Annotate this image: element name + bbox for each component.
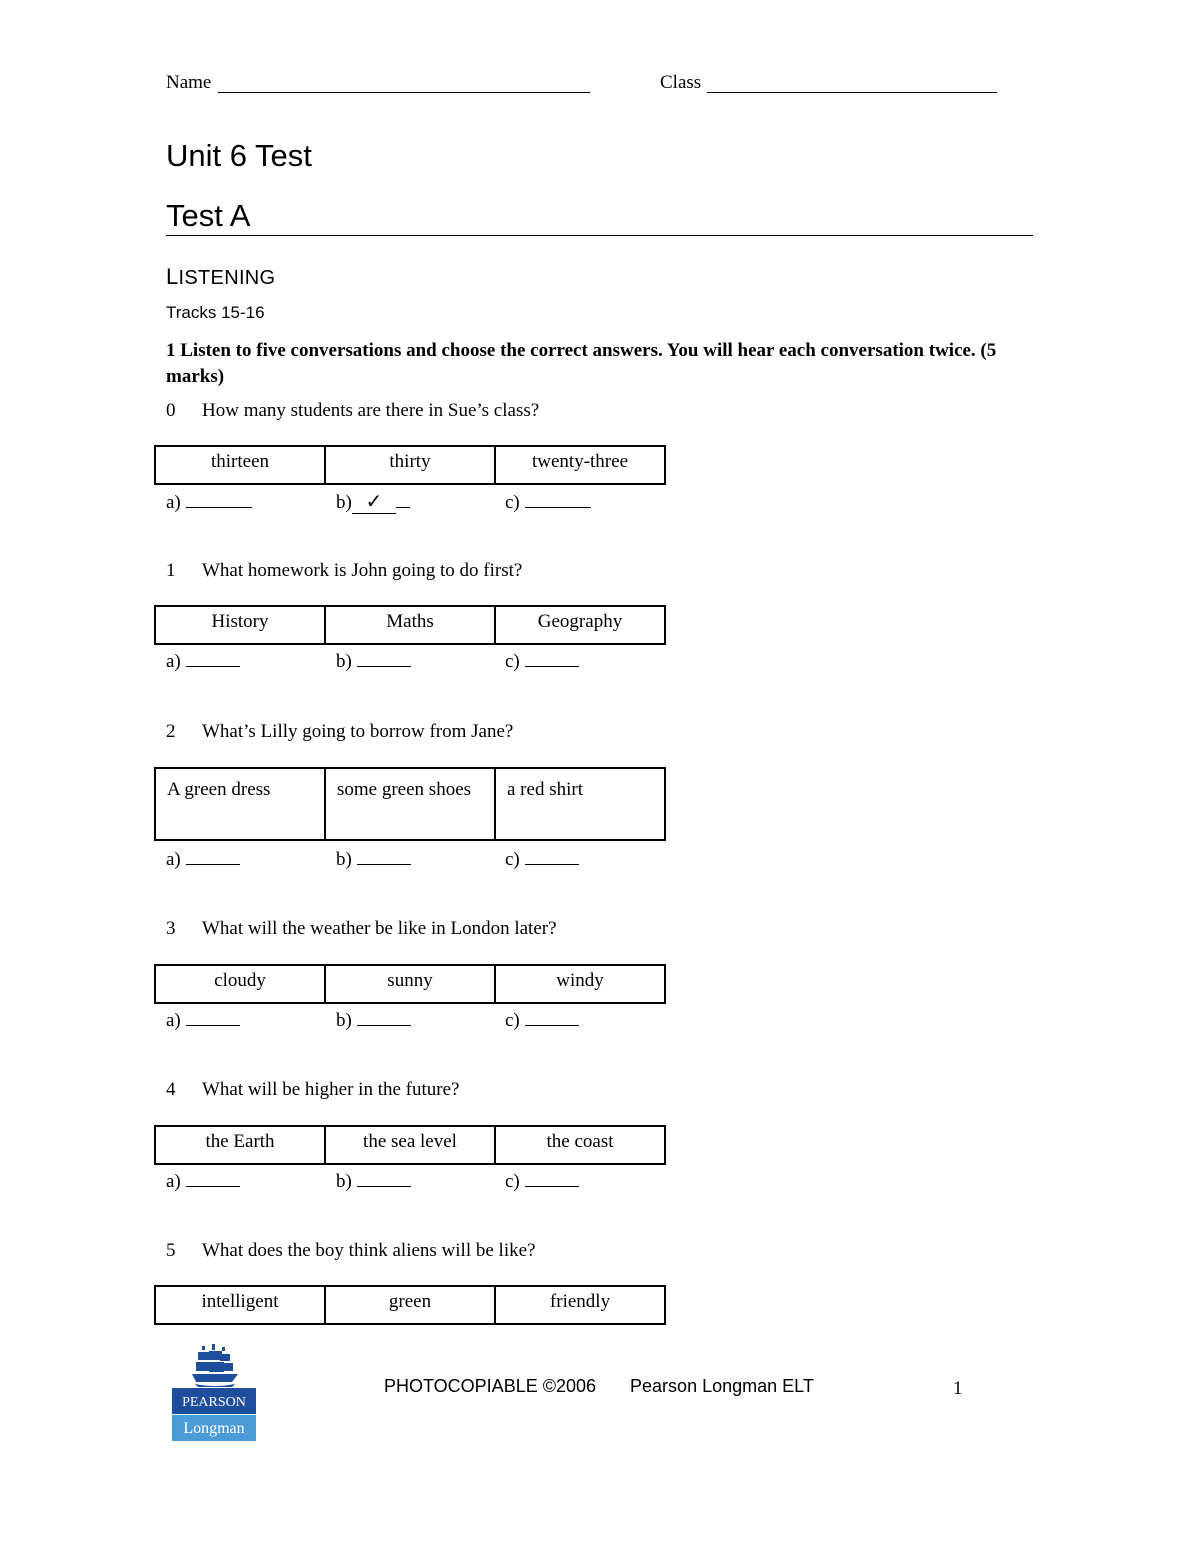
- option-cell: friendly: [495, 1286, 665, 1324]
- option-cell: thirteen: [155, 446, 325, 484]
- answer-blank[interactable]: [525, 648, 579, 667]
- publisher-text: Pearson Longman ELT: [630, 1376, 814, 1396]
- pearson-longman-logo: [172, 1344, 256, 1441]
- question-0: [166, 400, 539, 422]
- question-text: What does the boy think aliens will be like?: [202, 1240, 536, 1261]
- question-number: 0: [166, 400, 176, 421]
- question-text: How many students are there in Sue’s class?: [202, 400, 540, 421]
- answer-label: c): [505, 651, 520, 672]
- answer-blank[interactable]: [396, 489, 410, 508]
- question-4: [166, 1079, 459, 1101]
- options-table-4: [154, 1125, 666, 1165]
- answer-label: c): [505, 492, 520, 513]
- option-cell: Geography: [495, 606, 665, 644]
- answer-a[interactable]: [166, 1168, 240, 1193]
- answer-c[interactable]: [505, 489, 591, 514]
- answer-row-4: [166, 1168, 686, 1192]
- option-cell: thirty: [325, 446, 495, 484]
- option-cell: a red shirt: [495, 768, 665, 840]
- question-text: What homework is John going to do first?: [202, 560, 523, 581]
- answer-b[interactable]: [336, 1168, 411, 1193]
- answer-c[interactable]: [505, 1168, 579, 1193]
- answer-label: a): [166, 1171, 181, 1192]
- option-cell: green: [325, 1286, 495, 1324]
- answer-b[interactable]: [336, 489, 410, 514]
- class-label: Class: [660, 72, 702, 93]
- answer-blank[interactable]: [525, 846, 579, 865]
- answer-label: c): [505, 849, 520, 870]
- test-title: Test A: [166, 198, 251, 233]
- answer-blank[interactable]: [357, 1168, 411, 1187]
- answer-row-0: [166, 489, 686, 513]
- option-cell: intelligent: [155, 1286, 325, 1324]
- option-cell: windy: [495, 965, 665, 1003]
- question-text: What will be higher in the future?: [202, 1079, 460, 1100]
- answer-blank[interactable]: [186, 1007, 240, 1026]
- answer-b[interactable]: [336, 648, 411, 673]
- answer-label: b): [336, 1171, 352, 1192]
- answer-label: a): [166, 1010, 181, 1031]
- option-cell: the Earth: [155, 1126, 325, 1164]
- answer-row-3: [166, 1007, 686, 1031]
- answer-label: c): [505, 1171, 520, 1192]
- answer-blank[interactable]: [525, 489, 591, 508]
- answer-blank[interactable]: [357, 846, 411, 865]
- options-table-3: [154, 964, 666, 1004]
- answer-label: b): [336, 492, 352, 513]
- name-field[interactable]: [218, 92, 590, 93]
- answer-blank[interactable]: [525, 1007, 579, 1026]
- question-5: [166, 1240, 535, 1262]
- logo-top-text: PEARSON: [182, 1395, 246, 1410]
- options-table-0: [154, 445, 666, 485]
- option-cell: twenty-three: [495, 446, 665, 484]
- tracks-label: Tracks 15-16: [166, 303, 265, 322]
- question-number: 1: [166, 560, 176, 581]
- option-cell: cloudy: [155, 965, 325, 1003]
- options-table-2: [154, 767, 666, 841]
- option-cell: the sea level: [325, 1126, 495, 1164]
- option-cell: some green shoes: [325, 768, 495, 840]
- answer-row-1: [166, 648, 686, 672]
- footer: [384, 1376, 848, 1397]
- copyright-text: PHOTOCOPIABLE ©2006: [384, 1376, 597, 1396]
- question-3: [166, 918, 557, 940]
- question-number: 4: [166, 1079, 176, 1100]
- question-2: [166, 721, 513, 743]
- answer-label: a): [166, 492, 181, 513]
- answer-blank[interactable]: [186, 1168, 240, 1187]
- option-cell: History: [155, 606, 325, 644]
- answer-a[interactable]: [166, 1007, 240, 1032]
- page-number: 1: [953, 1378, 963, 1399]
- answer-a[interactable]: [166, 489, 252, 514]
- options-table-1: [154, 605, 666, 645]
- question-text: What’s Lilly going to borrow from Jane?: [202, 721, 514, 742]
- option-cell: sunny: [325, 965, 495, 1003]
- answer-b[interactable]: [336, 846, 411, 871]
- question-number: 5: [166, 1240, 176, 1261]
- answer-label: a): [166, 849, 181, 870]
- question-number: 3: [166, 918, 176, 939]
- option-cell: the coast: [495, 1126, 665, 1164]
- question-text: What will the weather be like in London later?: [202, 918, 557, 939]
- question-1: [166, 560, 522, 582]
- answer-c[interactable]: [505, 846, 579, 871]
- answer-label: c): [505, 1010, 520, 1031]
- options-table-5: [154, 1285, 666, 1325]
- section-heading: [166, 264, 275, 290]
- answer-a[interactable]: [166, 846, 240, 871]
- logo-bottom-text: Longman: [183, 1420, 245, 1437]
- answer-blank[interactable]: [525, 1168, 579, 1187]
- title-divider: [166, 235, 1033, 236]
- class-field[interactable]: [707, 92, 997, 93]
- answer-c[interactable]: [505, 648, 579, 673]
- answer-blank[interactable]: [186, 648, 240, 667]
- answer-blank[interactable]: [357, 1007, 411, 1026]
- section-heading-initial: L: [166, 264, 179, 289]
- answer-c[interactable]: [505, 1007, 579, 1032]
- option-cell: Maths: [325, 606, 495, 644]
- ship-icon: [192, 1344, 238, 1387]
- section-heading-rest: ISTENING: [178, 267, 276, 289]
- answer-label: b): [336, 849, 352, 870]
- unit-title: Unit 6 Test: [166, 138, 312, 173]
- answer-a[interactable]: [166, 648, 240, 673]
- answer-label: a): [166, 651, 181, 672]
- answer-row-2: [166, 846, 686, 870]
- answer-label: b): [336, 1010, 352, 1031]
- instruction-text: 1 Listen to five conversations and choose the correct answers. You will hear each conversation twice. (5 marks): [166, 340, 997, 387]
- checkmark-icon: ✓: [352, 493, 396, 514]
- answer-blank[interactable]: [186, 846, 240, 865]
- answer-blank[interactable]: [186, 489, 252, 508]
- question-number: 2: [166, 721, 176, 742]
- answer-b[interactable]: [336, 1007, 411, 1032]
- answer-blank[interactable]: [357, 648, 411, 667]
- option-cell: A green dress: [155, 768, 325, 840]
- name-label: Name: [166, 72, 212, 93]
- answer-label: b): [336, 651, 352, 672]
